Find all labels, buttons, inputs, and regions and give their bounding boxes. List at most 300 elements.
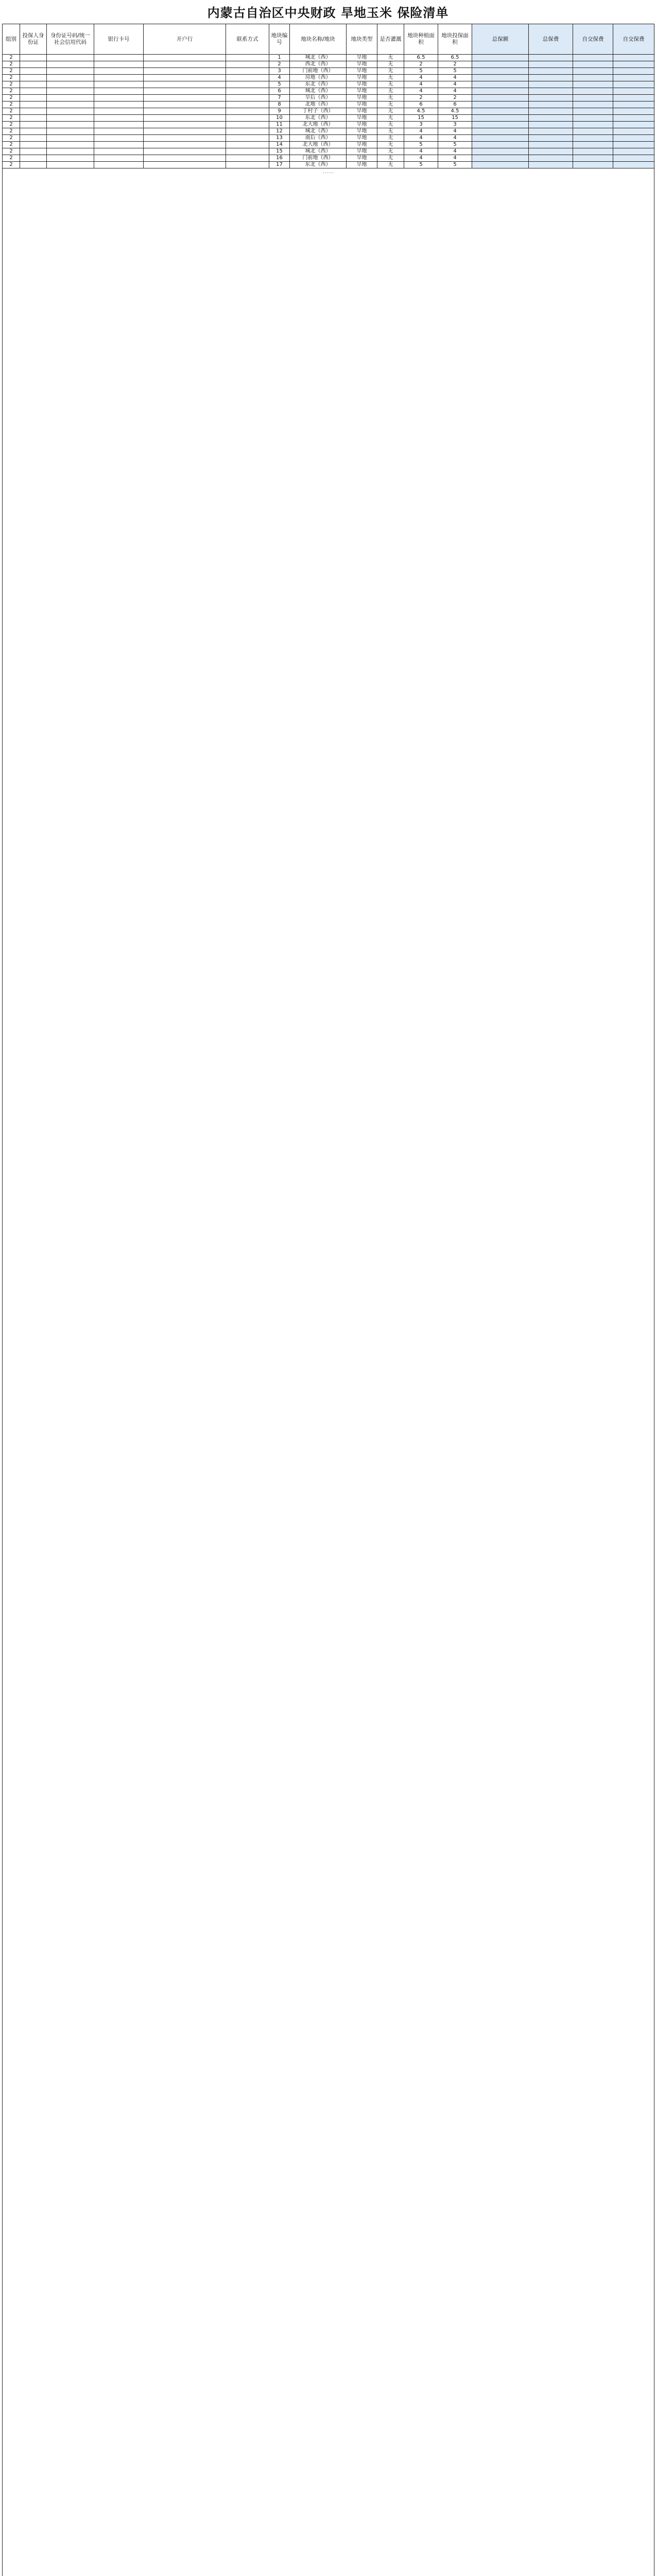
table-cell — [226, 68, 269, 75]
table-cell — [47, 101, 94, 108]
header-irrigation: 是否灌溉 — [377, 24, 404, 55]
table-cell: 4 — [438, 88, 472, 95]
table-cell — [20, 122, 47, 128]
table-cell: 2 — [3, 122, 20, 128]
table-cell: 3 — [438, 122, 472, 128]
table-cell: 3 — [404, 122, 438, 128]
table-cell — [529, 101, 573, 108]
table-cell: 西北（西） — [290, 61, 347, 68]
table-cell: 旱地 — [347, 162, 377, 168]
table-cell — [47, 162, 94, 168]
table-cell — [20, 101, 47, 108]
table-cell — [94, 81, 144, 88]
table-cell: 6 — [269, 88, 290, 95]
table-cell — [529, 88, 573, 95]
header-plot-number: 地块编号 — [269, 24, 290, 55]
table-cell: 无 — [377, 122, 404, 128]
table-cell — [144, 88, 226, 95]
table-cell: 无 — [377, 61, 404, 68]
insurance-table-wrapper — [2, 24, 654, 2576]
table-cell: 11 — [269, 122, 290, 128]
table-cell: 8 — [269, 101, 290, 108]
table-cell — [226, 155, 269, 162]
table-cell: 7 — [269, 95, 290, 101]
table-cell: 2 — [438, 61, 472, 68]
table-cell — [529, 75, 573, 81]
table-cell — [20, 128, 47, 135]
table-cell: 东北（西） — [290, 115, 347, 122]
table-cell: 6 — [438, 101, 472, 108]
table-cell — [529, 55, 573, 61]
table-cell — [529, 155, 573, 162]
table-cell — [613, 95, 654, 101]
table-cell — [144, 128, 226, 135]
table-cell — [94, 135, 144, 142]
table-cell — [47, 148, 94, 155]
table-cell: 2 — [3, 135, 20, 142]
table-cell — [529, 115, 573, 122]
table-cell — [573, 142, 613, 148]
header-self-premium-b: 自交保费 — [613, 24, 654, 55]
table-cell — [472, 75, 529, 81]
table-cell: 旱地 — [347, 95, 377, 101]
table-cell: 4 — [269, 75, 290, 81]
table-cell: 4 — [404, 128, 438, 135]
table-cell: 旱地 — [347, 108, 377, 115]
table-cell — [144, 135, 226, 142]
table-cell — [613, 68, 654, 75]
table-cell: 4 — [438, 155, 472, 162]
table-cell: 城北（西） — [290, 128, 347, 135]
header-id-number: 身份证号码/统一社会信用代码 — [47, 24, 94, 55]
table-cell — [529, 95, 573, 101]
table-cell — [20, 55, 47, 61]
table-cell — [226, 88, 269, 95]
table-cell — [226, 108, 269, 115]
table-cell: 4 — [438, 128, 472, 135]
table-cell — [472, 61, 529, 68]
table-cell: 城北（西） — [290, 148, 347, 155]
table-cell: 4 — [404, 148, 438, 155]
table-cell: 16 — [269, 155, 290, 162]
table-cell — [472, 142, 529, 148]
table-cell — [20, 155, 47, 162]
table-cell: 旱地 — [347, 88, 377, 95]
table-row — [3, 155, 654, 162]
table-row — [3, 128, 654, 135]
table-cell — [20, 61, 47, 68]
table-cell: 无 — [377, 142, 404, 148]
table-cell — [573, 122, 613, 128]
table-cell: 1 — [269, 55, 290, 61]
table-cell: 2 — [3, 128, 20, 135]
table-cell — [94, 128, 144, 135]
table-cell — [613, 55, 654, 61]
table-cell: 无 — [377, 95, 404, 101]
table-cell — [529, 68, 573, 75]
table-cell: 北大地（西） — [290, 142, 347, 148]
table-cell — [47, 68, 94, 75]
table-cell: 东北（西） — [290, 81, 347, 88]
table-cell — [472, 115, 529, 122]
table-cell: 北地（西） — [290, 101, 347, 108]
table-cell: 4.5 — [404, 108, 438, 115]
table-cell — [613, 81, 654, 88]
table-cell — [529, 81, 573, 88]
table-cell: 14 — [269, 142, 290, 148]
table-cell — [144, 101, 226, 108]
table-row — [3, 88, 654, 95]
table-cell — [472, 81, 529, 88]
table-cell — [47, 61, 94, 68]
table-cell — [226, 95, 269, 101]
table-cell — [47, 75, 94, 81]
table-cell — [226, 81, 269, 88]
table-cell — [144, 155, 226, 162]
table-row — [3, 55, 654, 61]
table-row — [3, 108, 654, 115]
table-cell — [226, 142, 269, 148]
header-total-coverage: 总保额 — [472, 24, 529, 55]
table-cell — [94, 155, 144, 162]
table-cell: 2 — [3, 155, 20, 162]
table-cell — [573, 148, 613, 155]
table-cell: 旱地 — [347, 101, 377, 108]
table-cell: 13 — [269, 135, 290, 142]
table-cell — [94, 101, 144, 108]
table-cell — [144, 115, 226, 122]
table-row — [3, 75, 654, 81]
table-cell — [472, 68, 529, 75]
table-cell — [144, 108, 226, 115]
table-cell: 丁村子（西） — [290, 108, 347, 115]
table-cell: 无 — [377, 148, 404, 155]
table-cell — [144, 142, 226, 148]
table-cell: 5 — [404, 68, 438, 75]
table-cell — [613, 75, 654, 81]
table-cell — [529, 142, 573, 148]
table-cell — [47, 95, 94, 101]
table-cell: 6.5 — [438, 55, 472, 61]
table-cell — [226, 75, 269, 81]
table-cell — [573, 108, 613, 115]
table-cell: 无 — [377, 68, 404, 75]
table-cell: 无 — [377, 115, 404, 122]
table-cell: 4 — [404, 88, 438, 95]
table-cell — [47, 88, 94, 95]
table-cell: 4.5 — [438, 108, 472, 115]
table-cell — [144, 148, 226, 155]
table-cell — [613, 162, 654, 168]
table-cell — [529, 135, 573, 142]
table-cell: 4 — [438, 75, 472, 81]
table-cell — [47, 155, 94, 162]
table-cell: 旱地 — [347, 55, 377, 61]
table-cell — [573, 162, 613, 168]
table-cell — [20, 135, 47, 142]
table-cell: 无 — [377, 135, 404, 142]
table-cell: 无 — [377, 128, 404, 135]
table-row — [3, 68, 654, 75]
table-cell — [613, 142, 654, 148]
table-cell: 旱地 — [347, 155, 377, 162]
table-cell — [20, 142, 47, 148]
table-cell: 5 — [438, 162, 472, 168]
table-cell — [613, 115, 654, 122]
table-cell: 2 — [3, 88, 20, 95]
table-cell: 北大地（西） — [290, 122, 347, 128]
header-planted-area: 地块种植面积 — [404, 24, 438, 55]
table-cell: 3 — [269, 68, 290, 75]
table-cell: 旱地 — [347, 115, 377, 122]
table-cell: 无 — [377, 88, 404, 95]
table-cell — [472, 148, 529, 155]
table-cell — [529, 162, 573, 168]
table-body — [3, 55, 654, 2576]
table-cell — [20, 81, 47, 88]
table-cell — [144, 95, 226, 101]
table-cell — [613, 148, 654, 155]
table-cell — [529, 108, 573, 115]
table-cell — [573, 95, 613, 101]
table-cell: 2 — [3, 95, 20, 101]
table-cell: 无 — [377, 162, 404, 168]
table-cell — [226, 162, 269, 168]
table-cell — [47, 142, 94, 148]
table-cell: 南后（西） — [290, 135, 347, 142]
table-cell: 4 — [404, 155, 438, 162]
table-cell: 5 — [404, 162, 438, 168]
table-cell: 17 — [269, 162, 290, 168]
table-cell: 无 — [377, 155, 404, 162]
table-cell: 6 — [404, 101, 438, 108]
table-cell — [529, 122, 573, 128]
table-cell: 旱地 — [347, 142, 377, 148]
table-cell — [613, 88, 654, 95]
table-cell: 2 — [3, 55, 20, 61]
table-cell — [226, 115, 269, 122]
table-cell — [573, 88, 613, 95]
table-cell: 5 — [404, 142, 438, 148]
table-cell — [573, 115, 613, 122]
table-cell — [613, 128, 654, 135]
table-cell: 旱地 — [347, 148, 377, 155]
table-cell: 东北（西） — [290, 162, 347, 168]
table-cell — [529, 128, 573, 135]
header-group: 组别 — [3, 24, 20, 55]
table-cell — [94, 115, 144, 122]
table-cell — [573, 155, 613, 162]
table-cell: 9 — [269, 108, 290, 115]
continuation-cell: …… — [3, 168, 654, 2576]
table-row — [3, 95, 654, 101]
table-cell — [94, 68, 144, 75]
table-cell: 旱地 — [347, 81, 377, 88]
table-cell — [94, 108, 144, 115]
table-cell — [20, 68, 47, 75]
table-cell: 5 — [438, 68, 472, 75]
table-cell: 2 — [3, 108, 20, 115]
table-cell — [94, 122, 144, 128]
table-cell — [144, 81, 226, 88]
table-cell — [144, 162, 226, 168]
table-cell — [472, 55, 529, 61]
table-row — [3, 61, 654, 68]
table-cell — [529, 61, 573, 68]
table-cell: 2 — [3, 162, 20, 168]
table-cell: 无 — [377, 108, 404, 115]
table-cell — [472, 162, 529, 168]
header-total-premium: 总保费 — [529, 24, 573, 55]
header-contact: 联系方式 — [226, 24, 269, 55]
table-cell: 2 — [269, 61, 290, 68]
table-cell — [94, 162, 144, 168]
table-cell — [47, 135, 94, 142]
header-self-premium-a: 自交保费 — [573, 24, 613, 55]
table-cell — [94, 95, 144, 101]
table-row — [3, 148, 654, 155]
table-cell — [20, 108, 47, 115]
table-cell — [573, 68, 613, 75]
table-cell — [47, 81, 94, 88]
table-cell — [472, 155, 529, 162]
table-row — [3, 122, 654, 128]
table-cell: 4 — [404, 81, 438, 88]
table-cell — [144, 68, 226, 75]
table-cell: 门前地（西） — [290, 155, 347, 162]
table-cell — [20, 95, 47, 101]
table-cell — [47, 55, 94, 61]
table-cell — [226, 135, 269, 142]
table-cell — [20, 148, 47, 155]
table-cell — [94, 75, 144, 81]
table-cell — [573, 75, 613, 81]
table-cell: 门前地（西） — [290, 68, 347, 75]
table-cell: 2 — [3, 75, 20, 81]
table-cell — [94, 88, 144, 95]
table-cell: 15 — [404, 115, 438, 122]
table-cell — [144, 122, 226, 128]
table-cell: 无 — [377, 55, 404, 61]
table-header-row — [3, 24, 654, 55]
table-cell — [613, 101, 654, 108]
header-insured-area: 地块投保面积 — [438, 24, 472, 55]
table-cell: 2 — [404, 95, 438, 101]
table-cell: 2 — [404, 61, 438, 68]
table-cell: 旱地 — [347, 128, 377, 135]
table-cell: 城北（西） — [290, 55, 347, 61]
table-cell — [226, 61, 269, 68]
table-cell — [613, 108, 654, 115]
table-cell — [94, 142, 144, 148]
table-cell — [20, 75, 47, 81]
table-cell — [573, 128, 613, 135]
table-cell — [573, 101, 613, 108]
table-cell: 2 — [3, 142, 20, 148]
header-plot-type: 地块类型 — [347, 24, 377, 55]
table-cell — [472, 95, 529, 101]
table-cell — [472, 88, 529, 95]
table-cell: 旱地 — [347, 122, 377, 128]
table-cell — [472, 101, 529, 108]
table-cell — [94, 61, 144, 68]
header-bank: 开户行 — [144, 24, 226, 55]
table-cell — [144, 75, 226, 81]
table-row — [3, 81, 654, 88]
table-cell: 无 — [377, 101, 404, 108]
table-cell: 15 — [269, 148, 290, 155]
table-cell: 无 — [377, 75, 404, 81]
table-cell: 2 — [3, 148, 20, 155]
table-cell — [226, 101, 269, 108]
table-cell: 2 — [3, 81, 20, 88]
table-cell — [573, 61, 613, 68]
table-cell: 旱地 — [347, 68, 377, 75]
table-cell — [472, 135, 529, 142]
table-cell: 2 — [3, 61, 20, 68]
table-cell — [472, 128, 529, 135]
table-row — [3, 135, 654, 142]
table-cell — [613, 122, 654, 128]
table-row-continuation — [3, 168, 654, 2576]
table-cell: 4 — [438, 148, 472, 155]
table-cell — [613, 155, 654, 162]
table-cell — [47, 122, 94, 128]
table-cell: 2 — [3, 68, 20, 75]
table-cell — [144, 61, 226, 68]
table-cell — [613, 61, 654, 68]
table-cell — [20, 88, 47, 95]
table-cell — [226, 122, 269, 128]
table-cell — [226, 55, 269, 61]
table-cell: 2 — [438, 95, 472, 101]
table-cell — [47, 128, 94, 135]
table-cell: 12 — [269, 128, 290, 135]
table-cell: 城北（西） — [290, 88, 347, 95]
table-cell — [573, 55, 613, 61]
table-cell — [47, 115, 94, 122]
table-cell: 4 — [404, 135, 438, 142]
table-cell — [20, 162, 47, 168]
table-row — [3, 162, 654, 168]
insurance-table — [2, 24, 654, 2576]
header-plot-name: 地块名称/地块 — [290, 24, 347, 55]
table-cell — [529, 148, 573, 155]
table-cell: 房地（西） — [290, 75, 347, 81]
table-cell — [20, 115, 47, 122]
table-cell — [47, 108, 94, 115]
table-cell: 10 — [269, 115, 290, 122]
table-cell: 5 — [269, 81, 290, 88]
document-title: 内蒙古自治区中央财政 旱地玉米 保险清单 — [207, 5, 449, 20]
table-cell: 旱地 — [347, 135, 377, 142]
table-cell — [94, 55, 144, 61]
table-cell: 4 — [438, 135, 472, 142]
table-cell: 2 — [3, 115, 20, 122]
table-cell: 6.5 — [404, 55, 438, 61]
table-cell — [472, 108, 529, 115]
table-cell — [472, 122, 529, 128]
table-cell — [573, 81, 613, 88]
header-bank-card: 银行卡号 — [94, 24, 144, 55]
table-cell — [226, 148, 269, 155]
table-cell — [94, 148, 144, 155]
table-cell: 旱地 — [347, 61, 377, 68]
header-insured-id: 投保人身份证 — [20, 24, 47, 55]
table-row — [3, 142, 654, 148]
table-cell: 4 — [438, 81, 472, 88]
table-cell — [144, 55, 226, 61]
